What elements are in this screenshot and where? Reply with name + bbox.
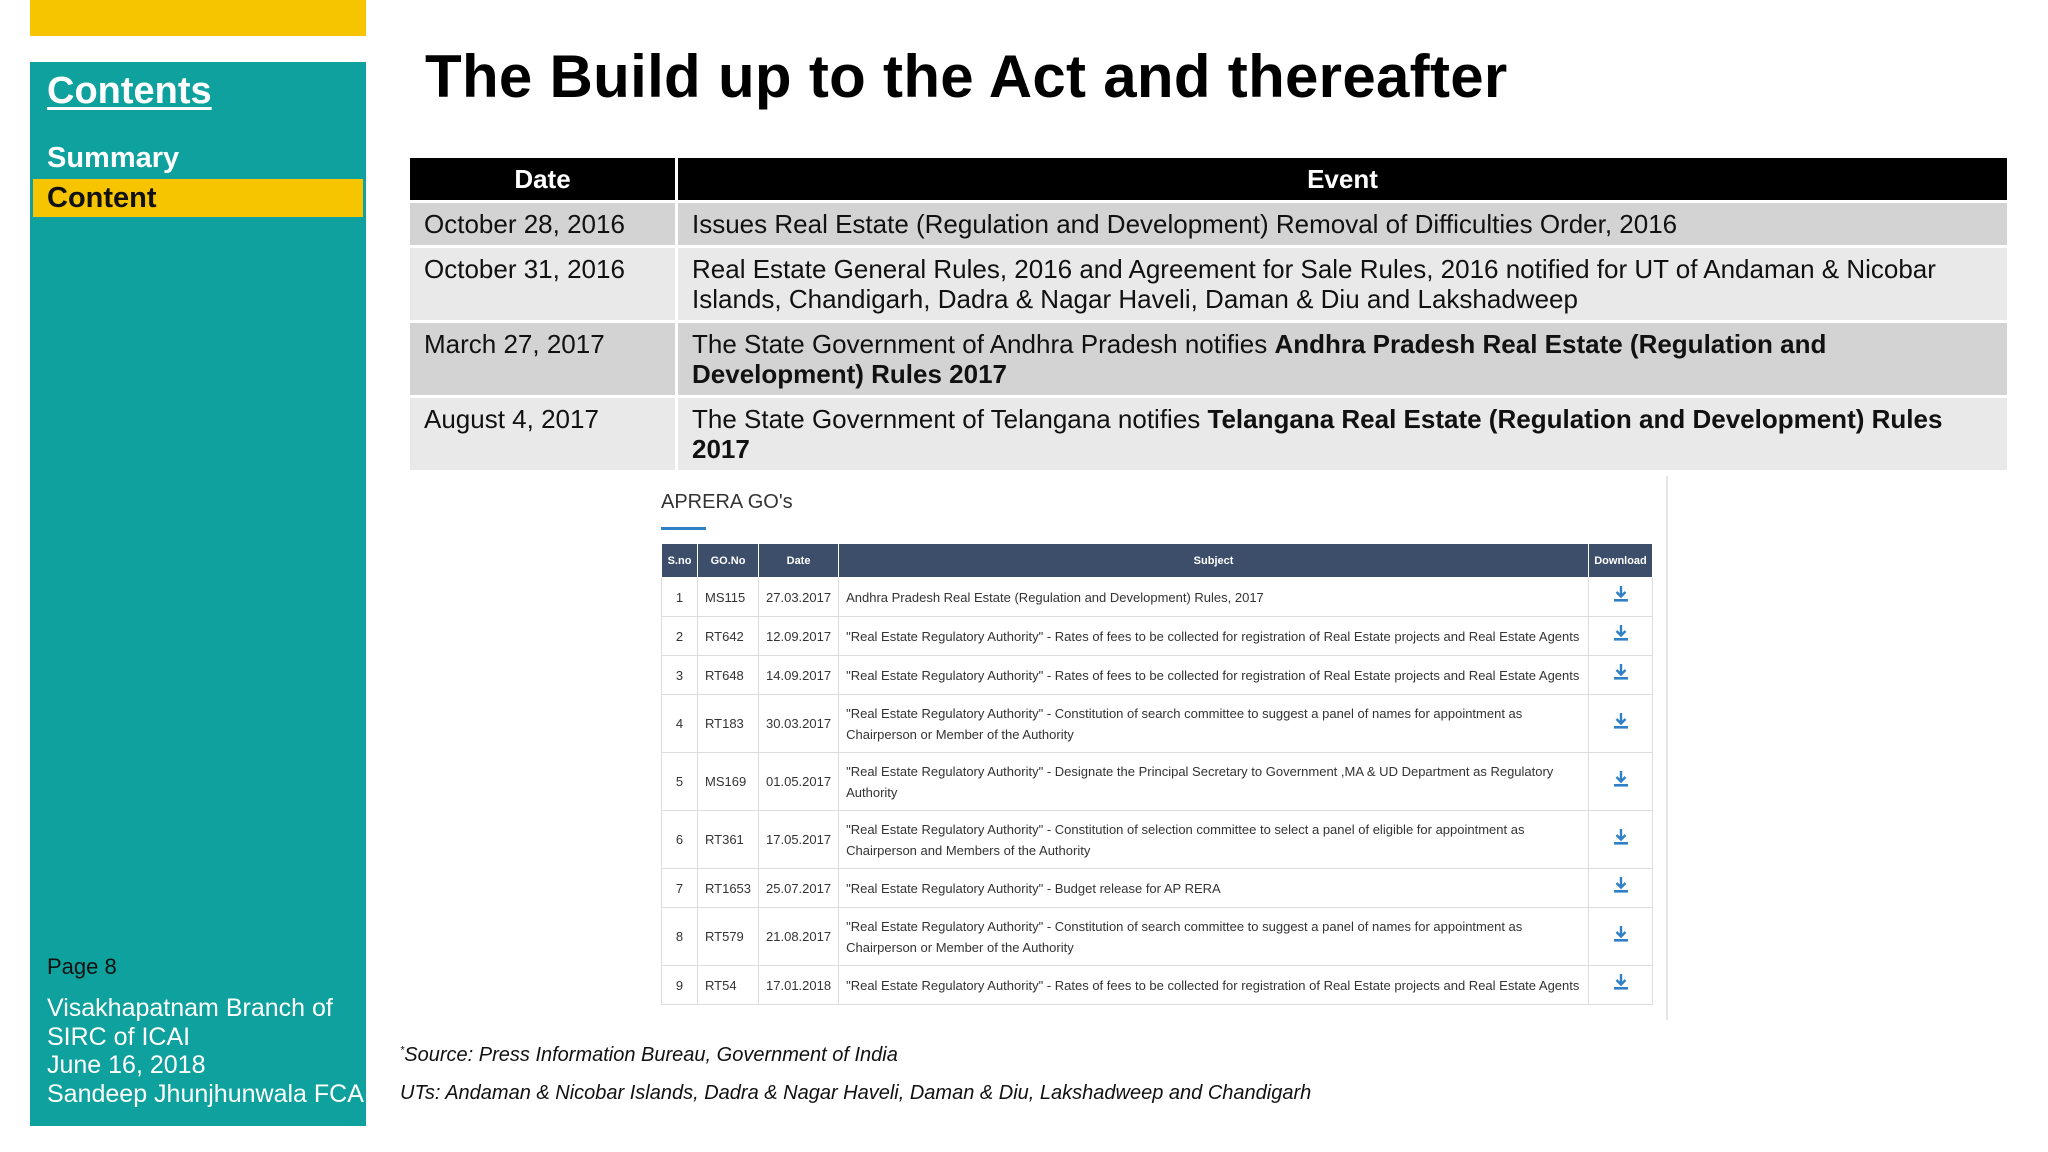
go-number: RT642 bbox=[698, 617, 759, 656]
event-bold-text: Andhra Pradesh Real Estate (Regulation and Development) Rules 2017 bbox=[692, 329, 1827, 389]
go-subject: "Real Estate Regulatory Authority" - Constitution of selection committee to select a panel of eligible for appointment as Chairperson and Members of the Authority bbox=[839, 811, 1589, 869]
page-title: The Build up to the Act and thereafter bbox=[425, 43, 1508, 110]
footer-line: SIRC of ICAI bbox=[47, 1022, 191, 1051]
go-row bbox=[662, 908, 1653, 966]
download-icon[interactable] bbox=[1611, 827, 1631, 847]
timeline-date: October 31, 2016 bbox=[410, 245, 678, 320]
go-number: MS115 bbox=[698, 578, 759, 617]
sidebar-heading[interactable]: Contents bbox=[47, 70, 212, 112]
go-subject: Andhra Pradesh Real Estate (Regulation and Development) Rules, 2017 bbox=[839, 578, 1589, 617]
go-sno: 5 bbox=[662, 753, 698, 811]
gono-header: GO.No bbox=[698, 544, 759, 578]
go-sno: 3 bbox=[662, 656, 698, 695]
go-date: 21.08.2017 bbox=[759, 908, 839, 966]
go-row bbox=[662, 578, 1653, 617]
go-download-cell[interactable] bbox=[1589, 908, 1653, 966]
go-header-row bbox=[662, 544, 1653, 578]
go-number: RT54 bbox=[698, 966, 759, 1005]
source-mark: * bbox=[400, 1044, 405, 1057]
go-row bbox=[662, 811, 1653, 869]
download-icon[interactable] bbox=[1611, 924, 1631, 944]
go-sno: 2 bbox=[662, 617, 698, 656]
go-date: 01.05.2017 bbox=[759, 753, 839, 811]
go-download-cell[interactable] bbox=[1589, 811, 1653, 869]
timeline-row bbox=[410, 245, 2007, 320]
download-header: Download bbox=[1589, 544, 1653, 578]
go-download-cell[interactable] bbox=[1589, 617, 1653, 656]
go-download-cell[interactable] bbox=[1589, 869, 1653, 908]
event-header: Event bbox=[678, 158, 2007, 200]
timeline-event bbox=[678, 200, 2007, 245]
sidebar-item-content[interactable]: Content bbox=[33, 179, 363, 217]
go-date: 25.07.2017 bbox=[759, 869, 839, 908]
timeline-header-row bbox=[410, 158, 2007, 200]
subject-header: Subject bbox=[839, 544, 1589, 578]
go-subject: "Real Estate Regulatory Authority" - Rates of fees to be collected for registration of Real Estate projects and Real Estate Agents bbox=[839, 617, 1589, 656]
source-note bbox=[400, 1044, 898, 1067]
footer-line: June 16, 2018 bbox=[47, 1051, 206, 1079]
timeline-row bbox=[410, 200, 2007, 245]
page-number: Page 8 bbox=[47, 954, 117, 979]
timeline-event bbox=[678, 395, 2007, 470]
go-sno: 4 bbox=[662, 695, 698, 753]
sidebar-item-summary[interactable]: Summary bbox=[47, 142, 180, 174]
event-text: Real Estate General Rules, 2016 and Agreement for Sale Rules, 2016 notified for UT of Andaman & Nicobar Islands, Chandigarh, Dadra & Nagar Haveli, Daman & Diu and Lakshadweep bbox=[692, 254, 1936, 314]
go-sno: 7 bbox=[662, 869, 698, 908]
go-sno: 9 bbox=[662, 966, 698, 1005]
download-icon[interactable] bbox=[1611, 875, 1631, 895]
timeline-row bbox=[410, 320, 2007, 395]
go-date: 17.05.2017 bbox=[759, 811, 839, 869]
sidebar bbox=[30, 62, 366, 1126]
go-date: 12.09.2017 bbox=[759, 617, 839, 656]
timeline-event bbox=[678, 245, 2007, 320]
go-download-cell[interactable] bbox=[1589, 656, 1653, 695]
go-row bbox=[662, 695, 1653, 753]
go-number: RT579 bbox=[698, 908, 759, 966]
go-row bbox=[662, 966, 1653, 1005]
go-date: 17.01.2018 bbox=[759, 966, 839, 1005]
date-header: Date bbox=[759, 544, 839, 578]
go-date: 14.09.2017 bbox=[759, 656, 839, 695]
go-number: MS169 bbox=[698, 753, 759, 811]
download-icon[interactable] bbox=[1611, 584, 1631, 604]
download-icon[interactable] bbox=[1611, 662, 1631, 682]
download-icon[interactable] bbox=[1611, 623, 1631, 643]
timeline-date: March 27, 2017 bbox=[410, 320, 678, 395]
sidebar-footer bbox=[47, 994, 364, 1108]
source-text: Source: Press Information Bureau, Government of India bbox=[404, 1044, 898, 1066]
go-sno: 8 bbox=[662, 908, 698, 966]
go-date: 30.03.2017 bbox=[759, 695, 839, 753]
go-subject: "Real Estate Regulatory Authority" - Constitution of search committee to suggest a panel of names for appointment as Chairperson or Member of the Authority bbox=[839, 695, 1589, 753]
go-subject: "Real Estate Regulatory Authority" - Budget release for AP RERA bbox=[839, 869, 1589, 908]
go-subject: "Real Estate Regulatory Authority" - Designate the Principal Secretary to Government ,MA & UD Department as Regulatory Authority bbox=[839, 753, 1589, 811]
go-sno: 1 bbox=[662, 578, 698, 617]
aprera-go-table bbox=[661, 543, 1653, 1005]
event-bold-text: Telangana Real Estate (Regulation and Development) Rules 2017 bbox=[692, 404, 1943, 464]
go-download-cell[interactable] bbox=[1589, 753, 1653, 811]
aprera-title: APRERA GO's bbox=[661, 491, 793, 513]
date-header: Date bbox=[410, 158, 678, 200]
title-underline bbox=[661, 527, 706, 530]
go-number: RT648 bbox=[698, 656, 759, 695]
go-download-cell[interactable] bbox=[1589, 578, 1653, 617]
download-icon[interactable] bbox=[1611, 711, 1631, 731]
timeline-row bbox=[410, 395, 2007, 470]
download-icon[interactable] bbox=[1611, 769, 1631, 789]
go-row bbox=[662, 617, 1653, 656]
uts-note: UTs: Andaman & Nicobar Islands, Dadra & Nagar Haveli, Daman & Diu, Lakshadweep and Chandigarh bbox=[400, 1082, 1312, 1104]
go-download-cell[interactable] bbox=[1589, 966, 1653, 1005]
footer-line: Visakhapatnam Branch of bbox=[47, 994, 333, 1022]
timeline-event bbox=[678, 320, 2007, 395]
timeline-date: October 28, 2016 bbox=[410, 200, 678, 245]
go-number: RT183 bbox=[698, 695, 759, 753]
go-date: 27.03.2017 bbox=[759, 578, 839, 617]
go-subject: "Real Estate Regulatory Authority" - Constitution of search committee to suggest a panel of names for appointment as Chairperson or Member of the Authority bbox=[839, 908, 1589, 966]
timeline-table bbox=[410, 158, 2007, 470]
go-sno: 6 bbox=[662, 811, 698, 869]
top-accent-bar bbox=[30, 0, 366, 36]
go-subject: "Real Estate Regulatory Authority" - Rates of fees to be collected for registration of Real Estate projects and Real Estate Agents bbox=[839, 656, 1589, 695]
go-row bbox=[662, 753, 1653, 811]
download-icon[interactable] bbox=[1611, 972, 1631, 992]
go-row bbox=[662, 869, 1653, 908]
footer-line: Sandeep Jhunjhunwala FCA bbox=[47, 1079, 364, 1108]
timeline-date: August 4, 2017 bbox=[410, 395, 678, 470]
go-subject: "Real Estate Regulatory Authority" - Rates of fees to be collected for registration of Real Estate projects and Real Estate Agents bbox=[839, 966, 1589, 1005]
event-text: Issues Real Estate (Regulation and Development) Removal of Difficulties Order, 2016 bbox=[692, 209, 1678, 239]
go-download-cell[interactable] bbox=[1589, 695, 1653, 753]
go-number: RT1653 bbox=[698, 869, 759, 908]
event-text: The State Government of Andhra Pradesh notifies bbox=[692, 329, 1275, 359]
event-text: The State Government of Telangana notifies bbox=[692, 404, 1208, 434]
go-number: RT361 bbox=[698, 811, 759, 869]
sno-header: S.no bbox=[662, 544, 698, 578]
aprera-screenshot bbox=[650, 476, 1668, 1020]
go-row bbox=[662, 656, 1653, 695]
